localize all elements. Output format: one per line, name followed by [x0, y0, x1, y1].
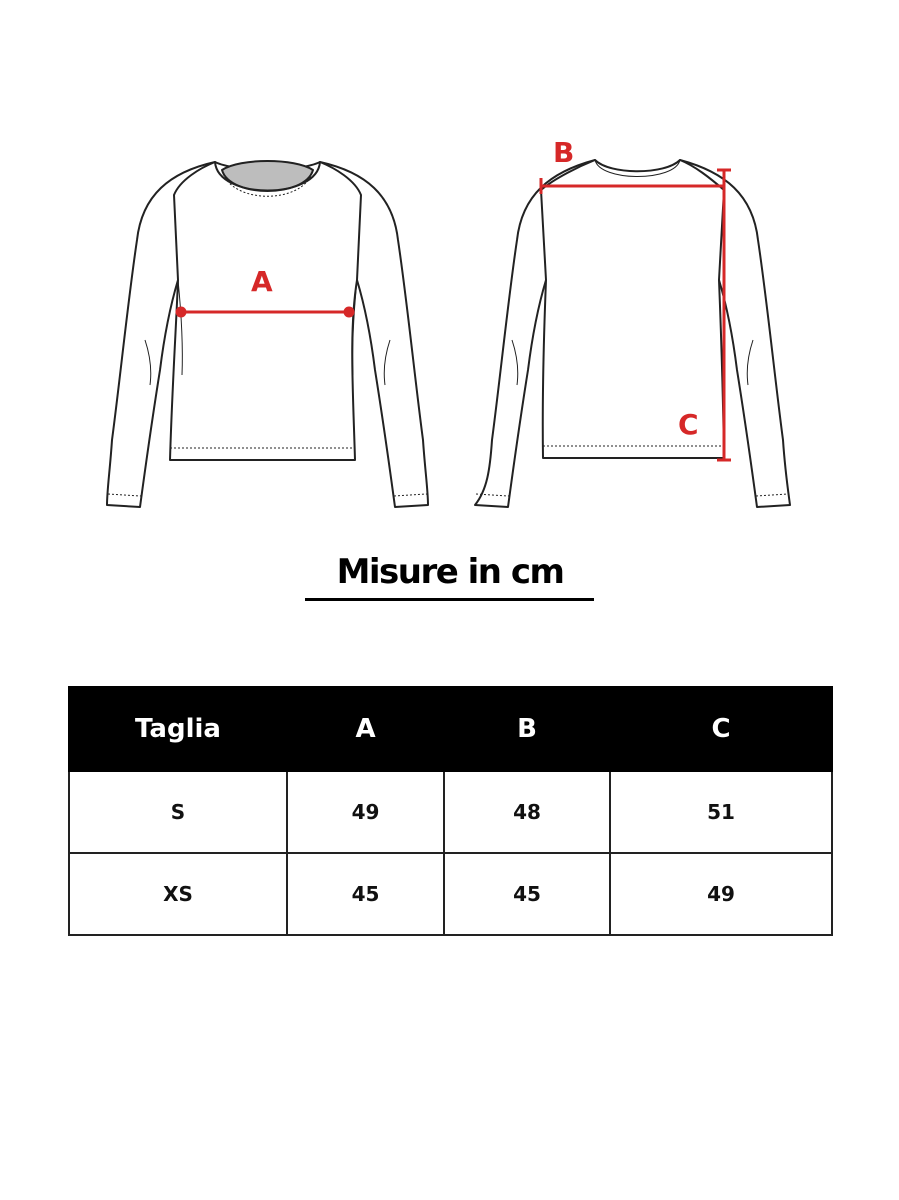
table-row	[69, 771, 832, 853]
measure-c-label: C	[678, 408, 699, 441]
header-c: C	[610, 687, 832, 771]
cell-b: 45	[444, 853, 610, 935]
header-size: Taglia	[69, 687, 287, 771]
size-table	[68, 686, 833, 936]
cell-a: 45	[287, 853, 444, 935]
cell-size: S	[69, 771, 287, 853]
page-title: Misure in cm	[336, 552, 564, 592]
table-header-row	[69, 687, 832, 771]
cell-b: 48	[444, 771, 610, 853]
measure-a-label: A	[251, 265, 273, 298]
header-a: A	[287, 687, 444, 771]
table-row	[69, 853, 832, 935]
measure-b-label: B	[553, 136, 575, 169]
cell-a: 49	[287, 771, 444, 853]
sweater-illustrations	[0, 0, 899, 540]
sweater-front	[107, 161, 428, 507]
cell-c: 49	[610, 853, 832, 935]
title-underline	[305, 598, 594, 601]
garment-diagram	[0, 0, 899, 540]
cell-c: 51	[610, 771, 832, 853]
cell-size: XS	[69, 853, 287, 935]
header-b: B	[444, 687, 610, 771]
sweater-back	[475, 160, 790, 507]
